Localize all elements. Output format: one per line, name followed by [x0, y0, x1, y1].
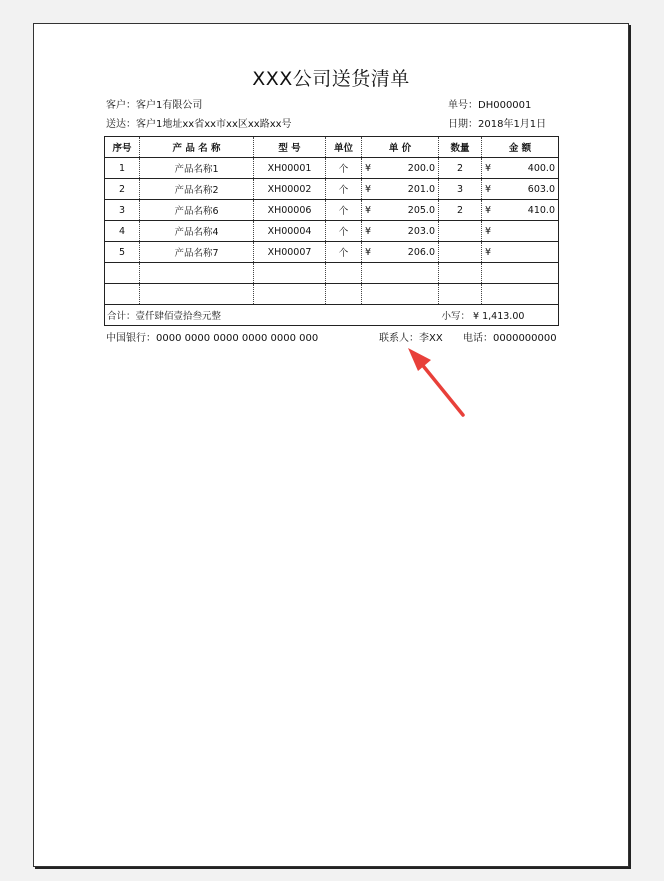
- ship-to-label: 送达：: [106, 119, 136, 130]
- total-label: 合计：: [107, 311, 136, 322]
- cell-model: XH00002: [254, 179, 326, 200]
- order-number-value: DH000001: [478, 100, 532, 111]
- price-value: 206.0: [407, 246, 435, 258]
- order-number-label: 单号：: [448, 100, 478, 111]
- cell-name: 产品名称6: [140, 200, 254, 221]
- document-title: XXX公司送货清单: [252, 68, 410, 90]
- header-model: 型 号: [254, 137, 326, 158]
- total-capital-value: 壹仟肆佰壹拾叁元整: [135, 311, 222, 322]
- currency-symbol: ¥: [485, 246, 492, 258]
- arrow-head: [408, 348, 431, 371]
- cell-model: XH00007: [254, 242, 326, 263]
- contact-person: 联系人：李XX: [379, 333, 443, 344]
- cell-qty: 2: [439, 158, 482, 179]
- currency-symbol: ¥: [365, 225, 372, 237]
- customer-value: 客户1有限公司: [136, 100, 203, 111]
- amount-value: 603.0: [527, 183, 555, 195]
- cell-no: 5: [105, 242, 140, 263]
- cell-model: XH00006: [254, 200, 326, 221]
- cell-name: 产品名称4: [140, 221, 254, 242]
- currency-symbol: ¥: [365, 162, 372, 174]
- cell-no: 1: [105, 158, 140, 179]
- amount-value: 400.0: [527, 162, 555, 174]
- cell-unit: 个: [326, 158, 362, 179]
- cell-no: 4: [105, 221, 140, 242]
- price-value: 201.0: [407, 183, 435, 195]
- currency-symbol: ¥: [485, 183, 492, 195]
- price-value: 203.0: [407, 225, 435, 237]
- cell-qty: 3: [439, 179, 482, 200]
- currency-symbol: ¥: [365, 246, 372, 258]
- date-label: 日期：: [448, 119, 478, 130]
- header-qty: 数量: [439, 137, 482, 158]
- cell-no: 2: [105, 179, 140, 200]
- currency-symbol: ¥: [365, 183, 372, 195]
- price-value: 205.0: [407, 204, 435, 216]
- bank-account: 中国银行：0000 0000 0000 0000 0000 000: [106, 333, 319, 344]
- cell-unit: 个: [326, 200, 362, 221]
- cell-model: XH00004: [254, 221, 326, 242]
- header-price: 单 价: [362, 137, 439, 158]
- header-unit: 单位: [326, 137, 362, 158]
- cell-unit: 个: [326, 242, 362, 263]
- header-amount: 金 额: [482, 137, 559, 158]
- currency-symbol: ¥: [365, 204, 372, 216]
- cell-qty: 2: [439, 200, 482, 221]
- cell-model: XH00001: [254, 158, 326, 179]
- price-value: 200.0: [407, 162, 435, 174]
- currency-symbol: ¥: [485, 204, 492, 216]
- header-no: 序号: [105, 137, 140, 158]
- arrow-shaft: [420, 362, 463, 415]
- cell-name: 产品名称1: [140, 158, 254, 179]
- cell-no: 3: [105, 200, 140, 221]
- total-small-label: 小写：: [441, 311, 471, 322]
- cell-name: 产品名称7: [140, 242, 254, 263]
- total-small-value: ¥ 1,413.00: [473, 311, 525, 322]
- header-name: 产 品 名 称: [140, 137, 254, 158]
- phone-number: 电话：0000000000: [463, 333, 557, 344]
- cell-unit: 个: [326, 179, 362, 200]
- currency-symbol: ¥: [485, 162, 492, 174]
- date-value: 2018年1月1日: [478, 119, 547, 130]
- customer-label: 客户：: [106, 100, 136, 111]
- ship-to-value: 客户1地址xx省xx市xx区xx路xx号: [136, 119, 292, 130]
- currency-symbol: ¥: [485, 225, 492, 237]
- cell-name: 产品名称2: [140, 179, 254, 200]
- amount-value: 410.0: [527, 204, 555, 216]
- cell-unit: 个: [326, 221, 362, 242]
